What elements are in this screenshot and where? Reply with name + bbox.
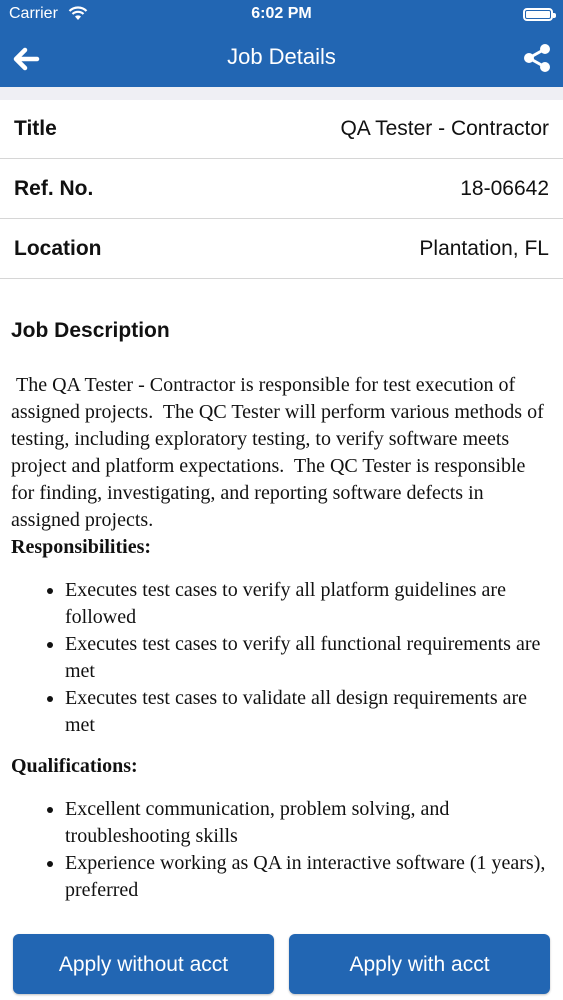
page-title: Job Details	[227, 44, 336, 69]
responsibilities-list	[11, 577, 553, 739]
carrier-label: Carrier	[9, 5, 58, 22]
detail-row-title	[0, 100, 563, 159]
responsibilities-heading: Responsibilities:	[11, 536, 152, 558]
header-spacer	[0, 87, 563, 100]
detail-label: Title	[14, 117, 57, 140]
status-bar	[0, 0, 563, 30]
detail-value: QA Tester - Contractor	[340, 117, 549, 140]
job-description-body[interactable]	[11, 372, 553, 924]
battery-icon	[523, 8, 553, 21]
status-time: 6:02 PM	[251, 5, 312, 22]
share-icon[interactable]	[521, 42, 553, 74]
description-intro: The QA Tester - Contractor is responsible for test execution of assigned projects. The QC Tester will perform various methods of testing, including exploratory testing, to verify software meets project and platform expectations. The QC Tester is responsible for finding, investigating, and reporting software defects in assigned projects.	[11, 374, 549, 531]
nav-bar	[0, 30, 563, 87]
qualifications-list	[11, 796, 553, 904]
app-header	[0, 0, 563, 87]
detail-label: Location	[14, 237, 102, 260]
apply-with-account-button[interactable]: Apply with acct	[289, 934, 550, 994]
list-item: • Executes test cases to validate all design requirements are met	[65, 685, 553, 739]
detail-row-location	[0, 220, 563, 279]
list-item: • Executes test cases to verify all functional requirements are met	[65, 631, 553, 685]
detail-value: Plantation, FL	[419, 237, 549, 260]
apply-actions	[0, 924, 563, 1000]
detail-label: Ref. No.	[14, 177, 94, 200]
detail-value: 18-06642	[460, 177, 549, 200]
list-item: • Experience working as QA in interactive software (1 years), preferred	[65, 850, 553, 904]
apply-without-account-button[interactable]: Apply without acct	[13, 934, 274, 994]
detail-row-ref-no	[0, 160, 563, 219]
job-description-heading: Job Description	[11, 319, 170, 342]
list-item: • Excellent communication, problem solving, and troubleshooting skills	[65, 796, 553, 850]
list-item: • Executes test cases to verify all platform guidelines are followed	[65, 577, 553, 631]
qualifications-heading: Qualifications:	[11, 755, 138, 777]
